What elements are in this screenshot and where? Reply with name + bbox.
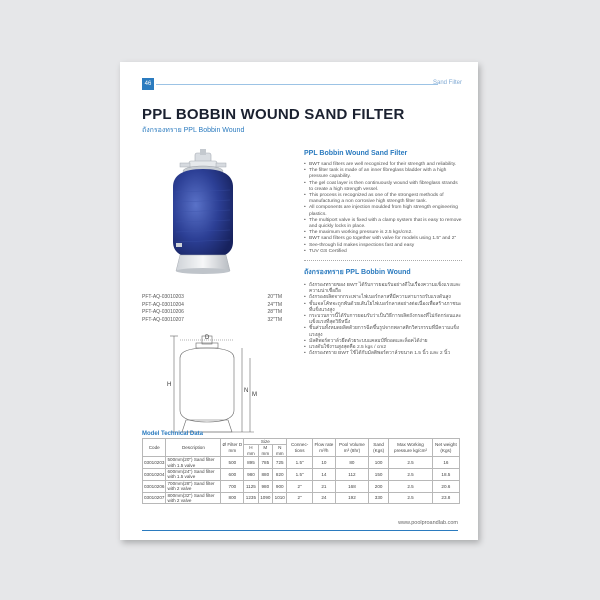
- table-title: Model Technical Data: [142, 431, 203, 437]
- col-sand: Sand (Kgs): [368, 439, 388, 457]
- cell-volume: 80: [335, 457, 368, 469]
- list-item: • BWT sand filters go together with valve for models using 1.5" and 2": [304, 236, 462, 242]
- model-code: PFT-AQ-03010206: [142, 309, 184, 315]
- table-row: [143, 457, 460, 469]
- list-item: [142, 309, 282, 317]
- cell-h: 980: [244, 469, 258, 481]
- product-title: PPL BOBBIN WOUND SAND FILTER: [142, 106, 405, 123]
- features-th-list: [304, 283, 462, 357]
- cell-n: 820: [273, 469, 287, 481]
- list-item: • This process is recognized as one of the strongest methods of manufacturing a non corrosive high strength filter tank.: [304, 193, 462, 205]
- dimension-diagram: [150, 330, 270, 440]
- cell-connections: 2": [287, 480, 312, 492]
- cell-description: 800mm(32") Sand filter with 2 valve: [166, 492, 221, 504]
- cell-sand: 150: [368, 469, 388, 481]
- page-header: [120, 78, 478, 90]
- model-code: PFT-AQ-03010204: [142, 301, 184, 308]
- cell-description: 600mm(24") Sand filter with 1.5 valve: [166, 469, 221, 481]
- list-item: • ชิ้นส่วนทั้งหมดผลิตด้วยการฉีดขึ้นรูปจากพลาสติกวิศวกรรมที่มีความแข็งแรงสูง: [304, 326, 462, 338]
- cell-weight: 23.8: [432, 492, 459, 504]
- cell-m: 1090: [258, 492, 273, 504]
- list-item: • The multiport valve is fixed with a clamp system that is easy to remove and quickly locks in place.: [304, 218, 462, 230]
- section-label: Sand Filter: [432, 80, 462, 86]
- list-item: • See-through lid makes inspections fast and easy: [304, 243, 462, 249]
- col-pressure: Max Working pressure kg/cm²: [389, 439, 433, 457]
- list-item: • TUV GS Certified: [304, 249, 462, 255]
- cell-flow: 24: [312, 492, 335, 504]
- features-column: [304, 150, 462, 357]
- list-item: [142, 317, 282, 325]
- col-weight: Net weight (Kgs): [432, 439, 459, 457]
- list-item: • The maximum working pressure is 2.5 kgs/cm2.: [304, 230, 462, 236]
- cell-connections: 1.5": [287, 469, 312, 481]
- technical-data-table: [142, 438, 460, 504]
- product-subtitle: ถังกรองทราย PPL Bobbin Wound: [142, 127, 245, 134]
- cell-code: 03010203: [143, 457, 166, 469]
- cell-flow: 14: [312, 469, 335, 481]
- table-row: [143, 469, 460, 481]
- features-th-heading: ถังกรองทราย PPL Bobbin Wound: [304, 269, 411, 277]
- dimension-m-label: M: [252, 392, 257, 398]
- cell-pressure: 2.5: [389, 469, 433, 481]
- cell-pressure: 2.5: [389, 492, 433, 504]
- cell-sand: 330: [368, 492, 388, 504]
- cell-sand: 200: [368, 480, 388, 492]
- list-item: [142, 294, 282, 302]
- list-item: • The filter tank is made of an inner fibreglass bladder with a high pressure capability.: [304, 168, 462, 180]
- cell-flow: 21: [312, 480, 335, 492]
- model-size: 24"TM: [267, 301, 282, 308]
- cell-m: 785: [258, 457, 273, 469]
- cell-flow: 10: [312, 457, 335, 469]
- features-en-list: [304, 162, 462, 255]
- cell-volume: 112: [335, 469, 368, 481]
- list-item: [142, 302, 282, 310]
- header-rule: [156, 84, 438, 85]
- cell-n: 1010: [273, 492, 287, 504]
- cell-filter: 600: [221, 469, 244, 481]
- list-item: • แรงดันใช้งานสูงสุดคือ 2.5 kgs / cm2: [304, 345, 462, 351]
- sand-filter-image: [158, 147, 248, 277]
- dimension-d-label: D: [205, 335, 210, 341]
- cell-n: 725: [273, 457, 287, 469]
- cell-volume: 192: [335, 492, 368, 504]
- cell-code: 03010206: [143, 480, 166, 492]
- cell-weight: 20.6: [432, 480, 459, 492]
- cell-pressure: 2.5: [389, 457, 433, 469]
- cell-description: 500mm(20") Sand filter with 1.5 valve: [166, 457, 221, 469]
- cell-weight: 18.5: [432, 469, 459, 481]
- model-size: 20"TM: [267, 294, 282, 300]
- col-flow: Flow rate m³/h: [312, 439, 335, 457]
- list-item: • กระบวนการนี้ได้รับการยอมรับว่าเป็นวิธีการผลิตถังกรองที่ไม่กัดกร่อนและแข็งแรงที่สุดวิธีหนึ่ง: [304, 314, 462, 326]
- model-size: 28"TM: [267, 309, 282, 315]
- website-url: www.poolproandlab.com: [398, 520, 458, 526]
- col-n: N mm: [273, 445, 287, 457]
- footer-rule: [142, 530, 458, 531]
- table-row: [143, 492, 460, 504]
- col-volume: Pool Volume m³ (8hr): [335, 439, 368, 457]
- list-item: • The gel coat layer is then continuously wound with fibreglass strands to create a high strength vessel.: [304, 181, 462, 193]
- col-connections: Connec-tions: [287, 439, 312, 457]
- list-item: • ถังกรองผลิตจากกระเพาะไฟเบอร์กลาสที่มีความสามารถรับแรงดันสูง: [304, 295, 462, 301]
- model-list: [142, 294, 282, 324]
- cell-m: 880: [258, 469, 273, 481]
- table-row: [143, 480, 460, 492]
- col-description: Description: [166, 439, 221, 457]
- list-item: • ถังกรองทรายของ BWT ได้รับการยอมรับอย่างดีในเรื่องความแข็งแรงและความน่าเชื่อถือ: [304, 283, 462, 295]
- cell-h: 1235: [244, 492, 258, 504]
- cell-pressure: 2.5: [389, 480, 433, 492]
- table-header-row: [143, 439, 460, 445]
- cell-description: 700mm(28") Sand filter with 2 valve: [166, 480, 221, 492]
- cell-filter: 500: [221, 457, 244, 469]
- cell-h: 895: [244, 457, 258, 469]
- dimension-h-label: H: [167, 382, 172, 388]
- list-item: • BWT sand filters are well recognized for their strength and reliability.: [304, 162, 462, 168]
- cell-filter: 800: [221, 492, 244, 504]
- cell-connections: 2": [287, 492, 312, 504]
- cell-filter: 700: [221, 480, 244, 492]
- list-item: • มัลติพอร์ตวาล์วยึดด้วยระบบแคลมป์ที่ถอดและล็อคได้ง่าย: [304, 339, 462, 345]
- catalog-page: [120, 62, 478, 540]
- col-size: Size: [244, 439, 287, 445]
- col-filter: Ø Filter D mm: [221, 439, 244, 457]
- model-size: 32"TM: [267, 316, 282, 323]
- cell-volume: 168: [335, 480, 368, 492]
- col-h: H mm: [244, 445, 258, 457]
- features-en-heading: PPL Bobbin Wound Sand Filter: [304, 150, 408, 157]
- col-m: M mm: [258, 445, 273, 457]
- cell-connections: 1.5": [287, 457, 312, 469]
- cell-sand: 100: [368, 457, 388, 469]
- cell-code: 03010207: [143, 492, 166, 504]
- list-item: • All components are injection moulded from high strength engineering plastics.: [304, 205, 462, 217]
- cell-n: 900: [273, 480, 287, 492]
- list-item: • ถังกรองทราย BWT ใช้ได้กับมัลติพอร์ตวาล์วขนาด 1.5 นิ้ว และ 2 นิ้ว: [304, 351, 462, 357]
- section-divider: [304, 260, 462, 261]
- model-code: PFT-AQ-03010207: [142, 316, 184, 323]
- model-code: PFT-AQ-03010203: [142, 294, 184, 300]
- cell-m: 980: [258, 480, 273, 492]
- cell-code: 03010204: [143, 469, 166, 481]
- col-code: Code: [143, 439, 166, 457]
- dimension-n-label: N: [244, 388, 249, 394]
- cell-weight: 16: [432, 457, 459, 469]
- cell-h: 1125: [244, 480, 258, 492]
- list-item: • ชั้นเจลโค้ทจะถูกพันด้วยเส้นใยไฟเบอร์กลาสอย่างต่อเนื่องเพื่อสร้างภาชนะที่แข็งแรงสูง: [304, 302, 462, 314]
- page-number: 46: [142, 78, 154, 90]
